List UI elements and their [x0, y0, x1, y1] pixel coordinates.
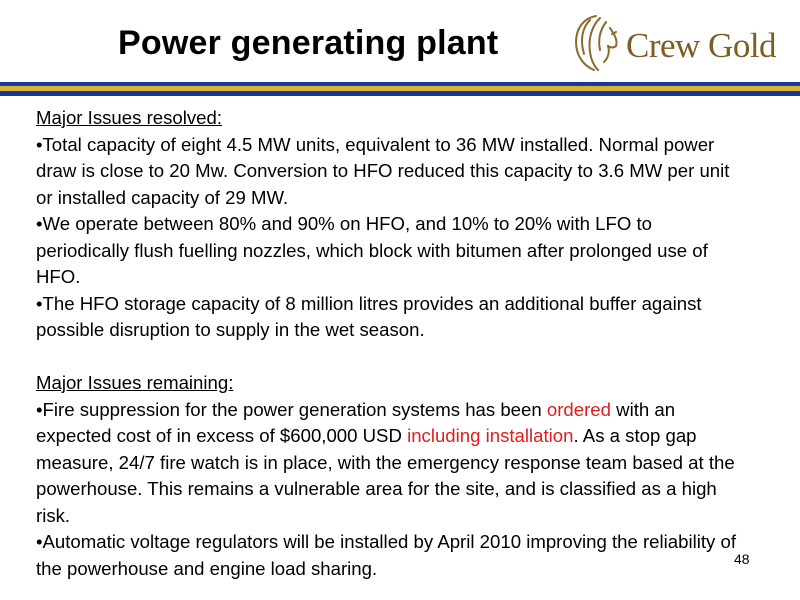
header-gold-stripe — [0, 86, 800, 91]
remaining-bullet-fire-suppression — [36, 397, 746, 530]
spacer — [36, 344, 746, 371]
resolved-bullet-fuel-mix: •We operate between 80% and 90% on HFO, and 10% to 20% with LFO to periodically flush fuelling nozzles, which block with bitumen after prolonged use of HFO. — [36, 213, 708, 287]
page-number: 48 — [734, 551, 750, 567]
lion-head-icon — [566, 10, 626, 76]
slide-title: Power generating plant — [118, 24, 499, 62]
crew-gold-logo — [566, 10, 776, 76]
resolved-bullet-storage: •The HFO storage capacity of 8 million litres provides an additional buffer against possible disruption to supply in the wet season. — [36, 292, 702, 340]
fire-highlight-installation: including installation — [407, 425, 574, 446]
resolved-bullet-capacity: •Total capacity of eight 4.5 MW units, equivalent to 36 MW installed. Normal power draw is close to 20 Mw. Conversion to HFO reduced this capacity to 3.6 MW per unit or installed capacity of 29 MW. — [36, 133, 730, 208]
fire-highlight-ordered: ordered — [546, 398, 611, 420]
fire-text-2: with an expected cost of in excess of $600,000 USD — [36, 398, 676, 446]
logo-text: Crew Gold — [626, 26, 777, 65]
resolved-heading: Major Issues resolved: — [36, 107, 223, 128]
fire-text-3: . As a stop gap measure, 24/7 fire watch is in place, with the emergency response team based at the powerhouse. This remains a vulnerable area for the site, and is classified as a high risk. — [36, 425, 735, 526]
remaining-heading: Major Issues remaining: — [36, 372, 234, 393]
fire-text-1: •Fire suppression for the power generation systems has been — [36, 398, 547, 420]
slide-body — [36, 105, 746, 582]
remaining-bullet-avr: •Automatic voltage regulators will be installed by April 2010 improving the reliability of the powerhouse and engine load sharing. — [36, 531, 736, 579]
